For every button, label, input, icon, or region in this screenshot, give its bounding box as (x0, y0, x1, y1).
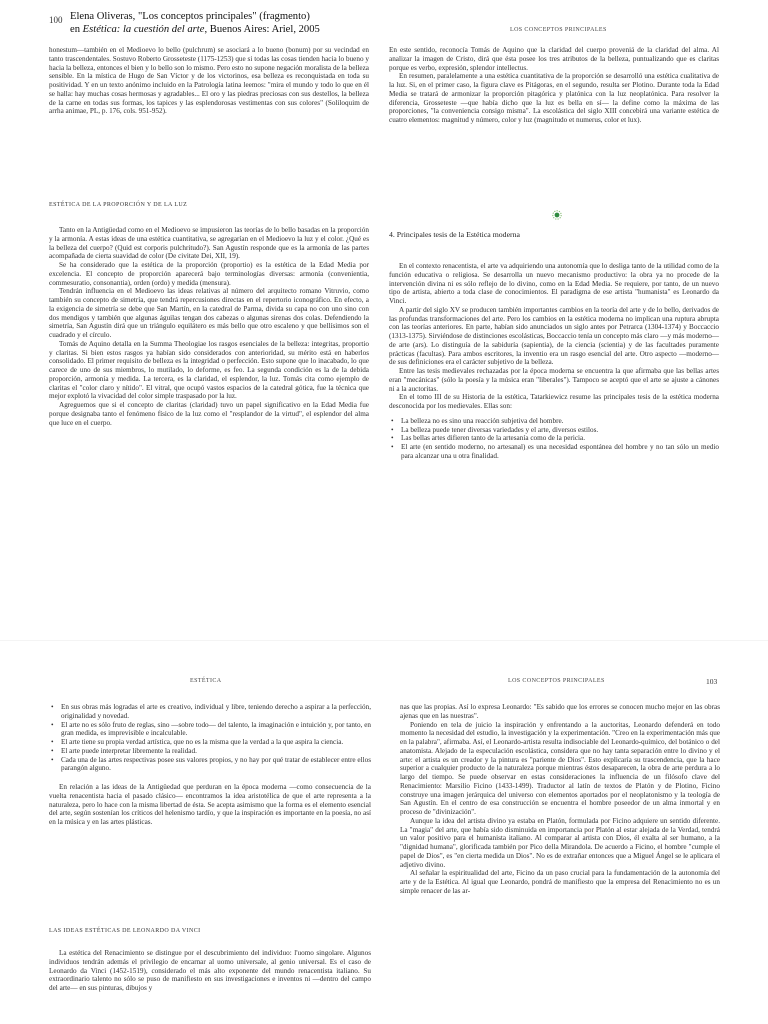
list-item: • En sus obras más logradas el arte es creativo, individual y libre, teniendo derecho a aspirar a la perfección, originalidad y novedad. (61, 703, 371, 721)
section-heading-proporcion-luz: ESTÉTICA DE LA PROPORCIÓN Y DE LA LUZ (49, 202, 188, 208)
running-head-top-right: LOS CONCEPTOS PRINCIPALES (510, 27, 607, 33)
paragraph: En el tomo III de su Historia de la estética, Tatarkiewicz resume las principales tesis de la estética moderna desconocida por los medievales. Ellas son: (389, 393, 719, 410)
paragraph: A partir del siglo XV se producen también importantes cambios en la teoría del arte y de lo bello, derivados de las profundas transformaciones del arte. Pero los cambios en la estética moderna no implican una ruptura abrupta con las teorías anteriores. En parte, habían sido anunciados un siglo antes por Petrarca (1304-1374) y Boccaccio (1313-1375). Sirviéndose de distinciones escolásticas, Boccaccio tenía un concepto más claro —y más moderno— de arte (ars). Lo distinguía de la sabiduría (sapientia), de la ciencia (scientia) y de las facultades puramente prácticas (facultas). Para ambos escritores, la inventio era un rasgo esencial del arte. Otro aspecto —moderno— de sus definiciones era el carácter subjetivo de la belleza. (389, 305, 719, 367)
page-101-sections (389, 262, 719, 461)
paragraph: honestum—también en el Medioevo lo bello (pulchrum) se asociará a lo bueno (bonum) por su vecindad en tanto trascendentales. Sostuvo Roberto Grosseteste (1175-1253) que si todas las cosas tienden hacia lo bueno y hacia la belleza, entonces el bien y lo bello son lo mismo. Pero esto no supone negación moralista de la belleza sensible. En la mística de Hugo de San Víctor y de los victorinos, esa belleza es reconquistada en toda su positividad. Y en un texto anónimo incluido en la Patrología latina leemos: "mira el mundo y todo lo que en él se halla: hay muchas cosas hermosas y agradables... El oro y las piedras preciosas con sus destellos, la belleza de la carne en todas sus formas, los tapices y las esplendorosas vestimentas con sus colores" (Soliloquim de arrha animae, PL, p. 176, cols. 951-952). (49, 46, 369, 116)
list-item: • Las bellas artes difieren tanto de la artesanía como de la pericia. (401, 434, 719, 443)
page-102-section (49, 949, 371, 993)
citation-publisher: , Buenos Aires: Ariel, 2005 (204, 24, 320, 35)
running-head-bottom-right: LOS CONCEPTOS PRINCIPALES (508, 678, 605, 684)
list-item: • El arte no es sólo fruto de reglas, sino —sobre todo— del talento, la imaginación e intuición y, por tanto, en gran medida, es imprevisible e incalculable. (61, 721, 371, 739)
list-item: • El arte puede interpretar libremente la realidad. (61, 747, 371, 756)
paragraph: Se ha considerado que la estética de la proporción (proportio) es la estética de la Edad Media por excelencia. El concepto de proporción aparecerá bajo terminologías diversas: armonía (convenientia, commesuratio, consonantia), orden (ordo) y medida (mensura). (49, 261, 369, 287)
scan-divider (0, 640, 768, 641)
list-item: • El arte (en sentido moderno, no artesanal) es una necesidad espontánea del hombre y no tan sólo un medio para alcanzar una u otra finalidad. (401, 443, 719, 461)
citation-line-2 (70, 23, 400, 36)
page-100-sections (49, 226, 369, 427)
paragraph: Al señalar la espiritualidad del arte, Ficino da un paso crucial para la fundamentación de la autonomía del arte y de la Estética. Al igual que Leonardo, pondrá de manifiesto que la empresa del Renacimiento no es un simple renacer de las ar- (400, 869, 720, 895)
citation-line-1: Elena Oliveras, "Los conceptos principales" (fragmento) (70, 11, 310, 22)
list-item: • La belleza puede tener diversas variedades y el arte, diversos estilos. (401, 426, 719, 435)
paragraph: La estética del Renacimiento se distingue por el descubrimiento del individuo: l'uomo singolare. Algunos individuos tendrán además el privilegio de encarnar al uomo universale, al genio universal. Es el caso de Leonardo da Vinci (1452-1519), considerado el más alto exponente del mundo renacentista italiano. Su extraordinario talento no sólo se puso de manifiesto en sus investigaciones e inventos ni —dentro del campo del arte— en sus pinturas, dibujos y (49, 949, 371, 992)
paragraph: Agreguemos que si el concepto de claritas (claridad) tuvo un papel significativo en la Edad Media fue porque designaba tanto el fenómeno físico de la luz como el "resplandor de la virtud", el esplendor del alma que luce en el cuerpo. (49, 401, 369, 427)
page-100-body (49, 46, 369, 116)
ornament-mark (552, 210, 562, 220)
page-101-body (389, 46, 719, 125)
paragraph: Entre las tesis medievales rechazadas por la época moderna se encuentra la que afirmaba que las bellas artes eran "mecánicas" (sólo la poesía y la música eran "liberales"). Tampoco se aceptó que el arte se ajuste a cánones ni a la auctoritas. (389, 367, 719, 393)
running-head-bottom-left: ESTÉTICA (190, 678, 222, 684)
paragraph: Aunque la idea del artista divino ya estaba en Platón, formulada por Ficino adquiere un sentido diferente. La "magia" del arte, que había sido disminuida en importancia por Platón al estar alejada de la Verdad, tendrá un valor positivo para el humanista italiano. Al comparar al artista con Dios, él exalta al ser humano, a la "dignidad humana", glorificada también por Pico della Mirandola. De acuerdo a Ficino, el hombre "cumple el papel de Dios", es "en cierta medida un Dios". No es de extrañar entonces que a Miguel Ángel se le aplicara el adjetivo divino. (400, 816, 720, 869)
page-number-103: 103 (706, 677, 718, 686)
list-item: • La belleza no es sino una reacción subjetiva del hombre. (401, 417, 719, 426)
paragraph: En relación a las ideas de la Antigüedad que perduran en la época moderna —como consecuencia de la vuelta renacentista hacia el pasado clásico— encontramos la idea aristotélica de que el arte representa a la naturaleza, pero lo hace con la misma libertad de ésta. Se acepta asimismo que la forma es el elemento esencial del arte, según sostenían los críticos del helenismo tardío, y que la inspiración es importante en la poesía, no así en la música y en las artes plásticas. (49, 783, 371, 826)
section-heading-estetica-moderna: 4. Principales tesis de la Estética moderna (389, 230, 520, 239)
paragraph: En este sentido, reconocía Tomás de Aquino que la claridad del cuerpo proveniá de la claridad del alma. Al analizar la imagen de Cristo, dirá que ésta posee los tres atributos de la belleza, puntualizando que es claritas porque es verbo, expresión, splendor intellectus. (389, 46, 719, 72)
list-item: • Cada una de las artes respectivas posee sus valores propios, y no hay por qué tratar de establecer entre ellos parangón alguno. (61, 756, 371, 774)
paragraph: Tendrán influencia en el Medioevo las ideas relativas al número del arquitecto romano Vitruvio, como también su concepto de simetría, que tendrá repercusiones directas en el repertorio iconográfico. En efecto, a la exigencia de simetría se debe que San Martín, en la catedral de Parma, divida su capa no con uno sino con dos mendigos y también que algunas águilas tengan dos cabezas o algunas sirenas dos colas. Defendiendo la simetría, San Agustín dirá que un triángulo equilátero es más bello que otro escaleno y que bellísimos son el cuadrado y el círculo. (49, 287, 369, 339)
citation-book-title: Estética: la cuestión del arte (82, 24, 205, 35)
paragraph: Tomás de Aquino detalla en la Summa Theologiae los rasgos esenciales de la belleza: integritas, proportio y claritas. Si bien estos rasgos ya habían sido considerados con anterioridad, su mérito está en haberlos consolidado. El primer requisito de belleza es la integridad o perfección. Esto supone que lo inacabado, lo que carece de uno de sus miembros, lo mutilado, lo deforme, es feo. La segunda condición es la de la debida proporción, armonía y medida. La tercera, es la claridad, el esplendor, la luz. Tomás cita como ejemplo de claritas el "color claro y nítido". El vitral, que ocupó vastos espacios de la catedral gótica, fue la técnica que mejor explotó la vivacidad del color simple traspasado por la luz. (49, 339, 369, 401)
section-heading-leonardo: LAS IDEAS ESTÉTICAS DE LEONARDO DA VINCI (49, 928, 201, 934)
paragraph: En el contexto renacentista, el arte va adquiriendo una autonomía que lo desliga tanto de la utilidad como de la función educativa o religiosa. Se desarrolla un nuevo mecanismo productivo: la obra ya no procede de la intervención divina ni es sólo reflejo de lo divino, como en la Edad Media. Se requiere, por tanto, de un nuevo tipo de artista, abierto a toda clase de conocimientos. El paradigma de ese artista "humanista" es Leonardo da Vinci. (389, 262, 719, 305)
page-102-body (49, 703, 371, 827)
paragraph: Tanto en la Antigüedad como en el Medioevo se impusieron las teorías de lo bello basadas en la proporción y la armonía. A estas ideas de una estética cuantitativa, se agregarían en el Medioevo la luz y el color. ¿Qué es la belleza del cuerpo? (Quid est corporis pulchritudo?). San Agustín responde que es la armonía de las partes acompañada de cierta suavidad de color (De civitate Dei, XII, 19). (49, 226, 369, 261)
paragraph: En resumen, paralelamente a una estética cuantitativa de la proporción se desarrolló una estética cualitativa de la luz. Si, en el primer caso, la figura clave es Pitágoras, en el segundo, resulta ser Plotino. Durante toda la Edad Media se tratará de armonizar la proporción pitagórica y platónica con la luz neoplatónica. Para resolver la diferencia, Grosseteste —que había dicho que la luz es bella en sí— la define como la máxima de las proporciones, "la conveniencia consigo misma". La escolástica del siglo XIII concebirá una variante estética de cuatro elementos: magnitud y número, color y luz (magnitudo et numerus, color et lux). (389, 72, 719, 124)
paragraph: nas que las propias. Así lo expresa Leonardo: "Es sabido que los errores se conocen mucho mejor en las obras ajenas que en las nuestras". (400, 703, 720, 720)
citation-prefix: en (70, 24, 83, 35)
modern-thesis-list (49, 703, 371, 773)
page-103-body (400, 703, 720, 896)
thesis-list (389, 417, 719, 461)
paragraph: Poniendo en tela de juicio la inspiración y enfrentando a la auctoritas, Leonardo defenderá en todo momento la necesidad del estudio, la investigación y la experimentación. "Creo en la experimentación más que en la palabra", afirmaba. Así, el Leonardo-artista resulta indisociable del Leonardo-químico, del botánico o del anatomista. Alejado de la especulación escolástica, considera que no hay tanta separación entre lo divino y el arte: el artista es un creador y la pintura es "pariente de Dios". Esto explicaría su trascendencia, que la hace superior a cualquier producto de la naturaleza porque mientras éstos desaparecen, la obra de arte perdura a lo largo del tiempo. Se puede observar en estas consideraciones la influencia de un filósofo clave del Renacimiento: Marsilio Ficino (1433-1499). Traductor al latín de textos de Platón y de Plotino, Ficino construye una imagen jerárquica del universo con elementos aportados por el neoplatonismo y la teología de San Agustín. En el centro de esa construcción se encuentra el hombre poseedor de un alma inmortal y en proceso de "divinización". (400, 720, 720, 816)
citation-header (70, 10, 400, 36)
page-number-100: 100 (49, 15, 63, 25)
list-item: • El arte tiene su propia verdad artística, que no es la misma que la verdad a la que aspira la ciencia. (61, 738, 371, 747)
